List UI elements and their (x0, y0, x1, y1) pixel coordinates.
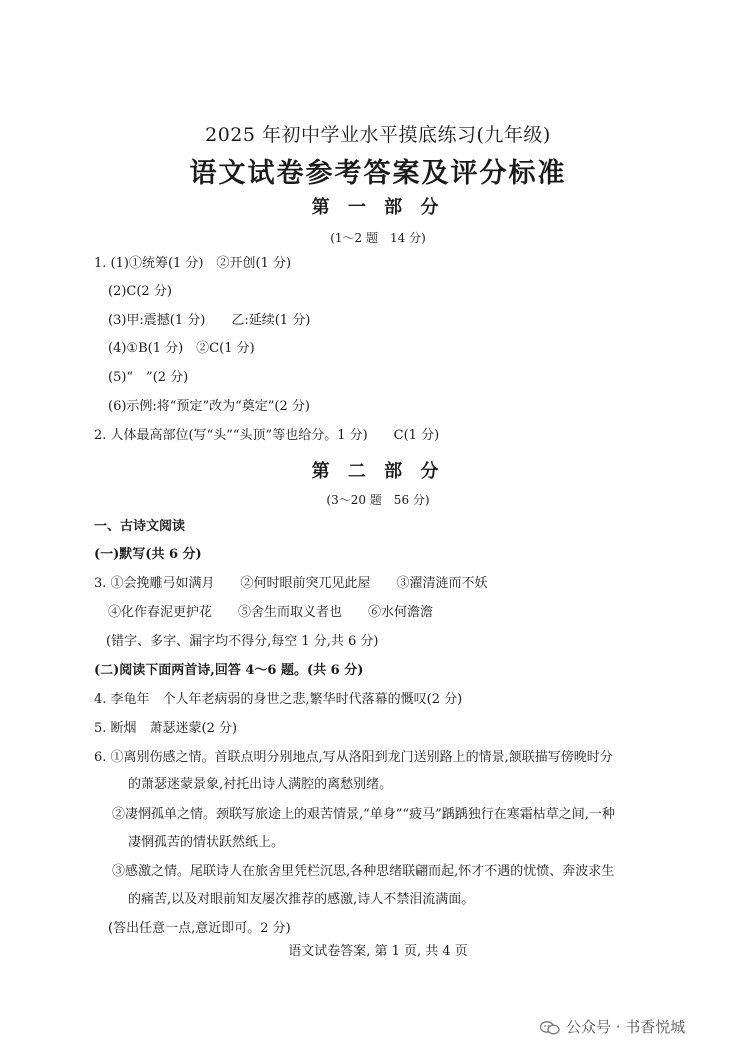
answer-line: (6)示例:将“预定”改为“奠定”(2 分) (108, 399, 310, 414)
answer-line: ③感激之情。尾联诗人在旅舍里凭栏沉思,各种思绪联翩而起,怀才不遇的忧愤、奔波求生 (112, 864, 615, 879)
watermark (540, 1016, 685, 1037)
answer-line: 2. 人体最高部位(写“头”“头顶”等也给分。1 分) C(1 分) (94, 428, 440, 443)
answer-line: ④化作春泥更护花 ⑤舍生而取义者也 ⑥水何澹澹 (108, 605, 434, 620)
answer-line: (4)①B(1 分) ②C(1 分) (108, 341, 255, 356)
answer-line: 的萧瑟迷蒙景象,衬托出诗人满腔的离愁别绪。 (128, 777, 393, 792)
answer-line: 6. ①离别伤感之情。首联点明分别地点,写从洛阳到龙门送别路上的情景,颔联描写傍晚时分 (94, 750, 613, 765)
subsection-heading: (二)阅读下面两首诗,回答 4～6 题。(共 6 分) (94, 663, 364, 678)
wechat-icon (540, 1021, 560, 1035)
answer-line: 4. 李龟年 个人年老病弱的身世之悲,繁华时代落幕的慨叹(2 分) (94, 692, 463, 707)
page-footer: 语文试卷答案, 第 1 页, 共 4 页 (288, 944, 468, 959)
answer-line: (错字、多字、漏字均不得分,每空 1 分,共 6 分) (106, 634, 379, 649)
answer-line: (5)“ ”(2 分) (108, 370, 189, 385)
subsection-heading: (一)默写(共 6 分) (94, 547, 202, 562)
answer-line: (3)甲:震撼(1 分) 乙:延续(1 分) (108, 313, 311, 328)
answer-line: 3. ①会挽雕弓如满月 ②何时眼前突兀见此屋 ③濯清涟而不妖 (94, 576, 488, 591)
answer-line: (2)C(2 分) (108, 284, 172, 299)
answer-line: 的痛苦,以及对眼前知友屡次推荐的感激,诗人不禁泪流满面。 (128, 892, 475, 907)
exam-subtitle: 2025 年初中学业水平摸底练习(九年级) (205, 124, 551, 146)
answer-line: 1. (1)①统筹(1 分) ②开创(1 分) (94, 256, 292, 271)
exam-title: 语文试卷参考答案及评分标准 (189, 158, 567, 189)
part2-range: (3～20 题 56 分) (326, 493, 430, 507)
part1-range: (1～2 题 14 分) (330, 231, 426, 245)
answer-line: (答出任意一点,意近即可。2 分) (108, 921, 291, 936)
section-heading: 一、古诗文阅读 (94, 519, 186, 534)
watermark-text: 公众号 · 书香悦城 (566, 1018, 686, 1036)
part2-heading: 第 二 部 分 (311, 461, 445, 482)
answer-line: ②凄惘孤单之情。颈联写旅途上的艰苦情景,“单身”“疲马”踽踽独行在寒霜枯草之间,一种 (112, 807, 615, 822)
answer-line: 5. 断烟 萧瑟迷蒙(2 分) (94, 721, 238, 736)
part1-heading: 第 一 部 分 (311, 197, 445, 218)
answer-line: 凄惘孤苦的情状跃然纸上。 (128, 835, 285, 850)
